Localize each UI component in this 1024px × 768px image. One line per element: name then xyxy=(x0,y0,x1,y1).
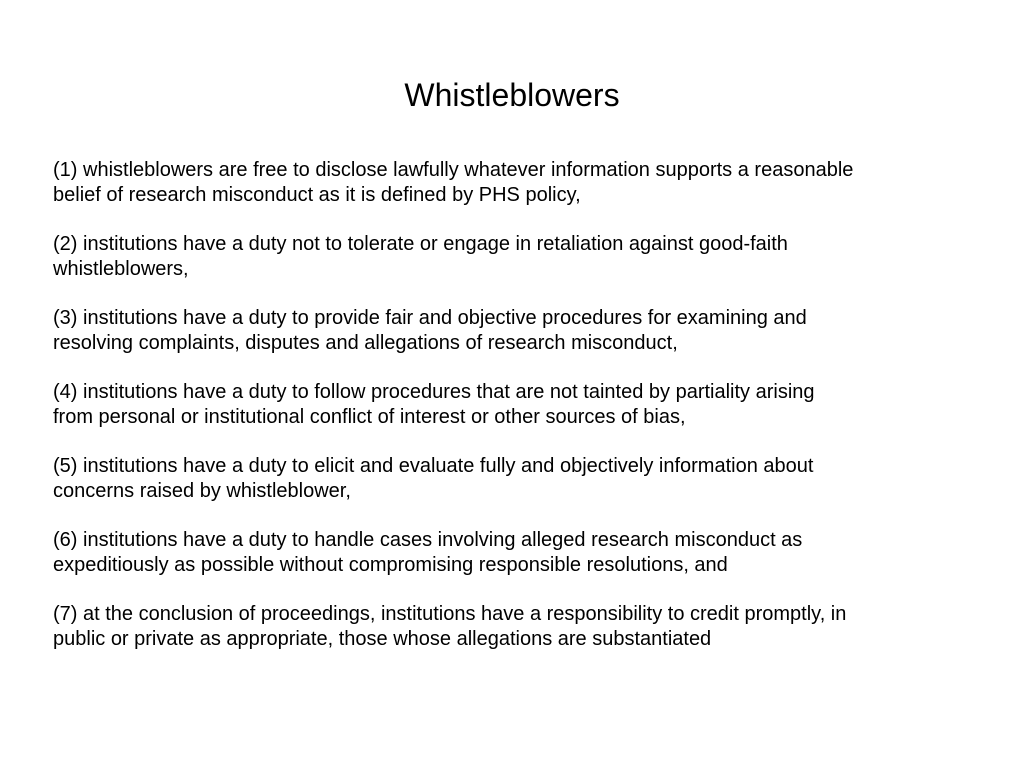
slide-title: Whistleblowers xyxy=(404,77,620,113)
list-item-5-line-1: (5) institutions have a duty to elicit and evaluate fully and objectively information about xyxy=(53,455,814,477)
list-item-4-line-1: (4) institutions have a duty to follow procedures that are not tainted by partiality arising xyxy=(53,381,815,403)
list-item-1 xyxy=(53,158,983,232)
list-item-2-line-1: (2) institutions have a duty not to tolerate or engage in retaliation against good-faith xyxy=(53,233,788,255)
list-item-4-line-2: from personal or institutional conflict of interest or other sources of bias, xyxy=(53,405,686,428)
slide-body xyxy=(53,158,983,676)
list-item-4 xyxy=(53,380,983,454)
list-item-2-line-2: whistleblowers, xyxy=(53,257,189,280)
list-item-7-line-2: public or private as appropriate, those whose allegations are substantiated xyxy=(53,627,712,650)
list-item-3 xyxy=(53,306,983,380)
list-item-6-line-2: expeditiously as possible without compromising responsible resolutions, and xyxy=(53,553,728,576)
list-item-7-line-1: (7) at the conclusion of proceedings, institutions have a responsibility to credit promptly, in xyxy=(53,603,847,625)
list-item-1-line-1: (1) whistleblowers are free to disclose lawfully whatever information supports a reasonable xyxy=(53,159,854,181)
list-item-3-line-2: resolving complaints, disputes and allegations of research misconduct, xyxy=(53,331,678,354)
list-item-3-line-1: (3) institutions have a duty to provide fair and objective procedures for examining and xyxy=(53,307,807,329)
list-item-1-line-2: belief of research misconduct as it is defined by PHS policy, xyxy=(53,183,581,206)
list-item-7 xyxy=(53,602,983,676)
list-item-6-line-1: (6) institutions have a duty to handle cases involving alleged research misconduct as xyxy=(53,529,803,551)
list-item-5 xyxy=(53,454,983,528)
list-item-6 xyxy=(53,528,983,602)
list-item-2 xyxy=(53,232,983,306)
list-item-5-line-2: concerns raised by whistleblower, xyxy=(53,479,351,502)
